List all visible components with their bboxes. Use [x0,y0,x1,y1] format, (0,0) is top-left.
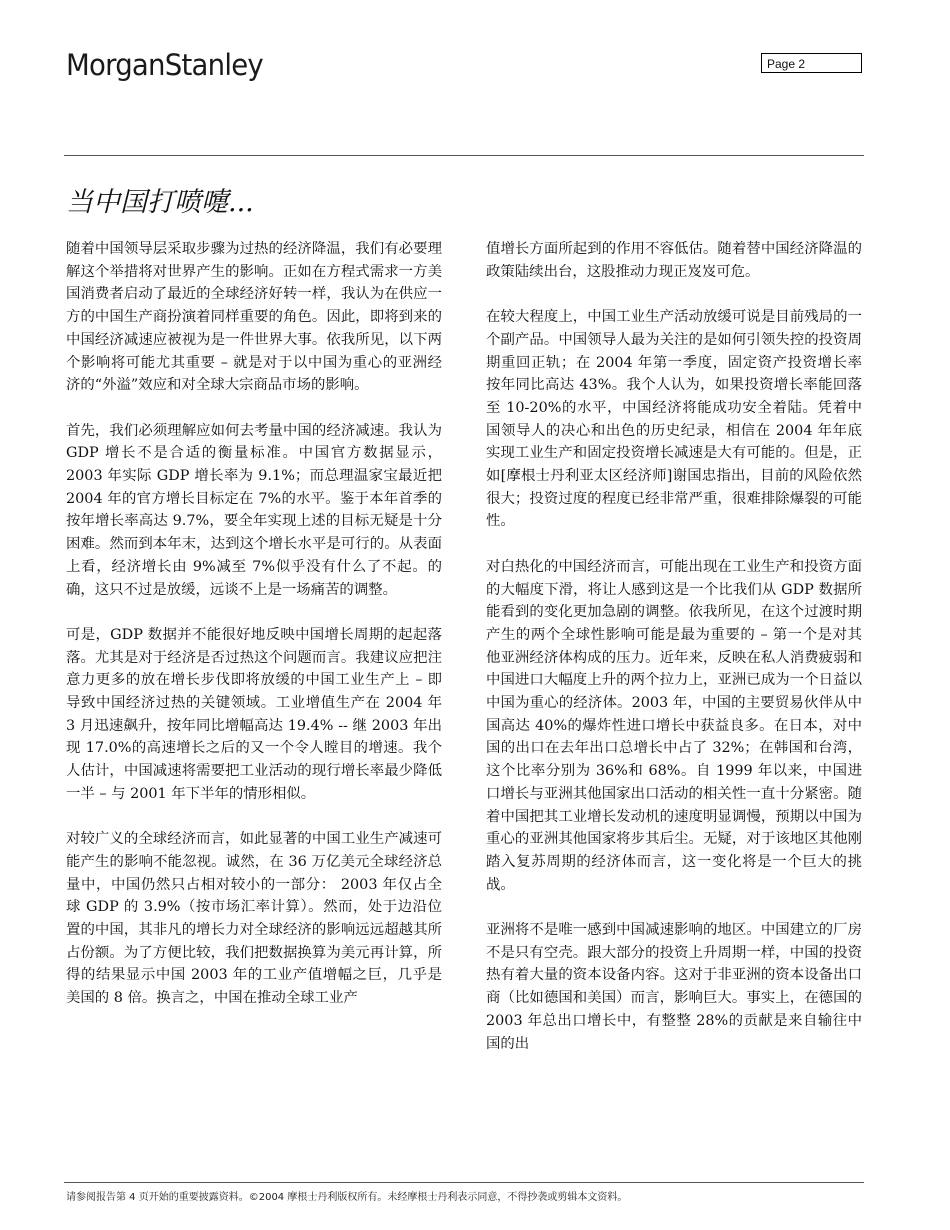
header-divider [64,155,864,156]
paragraph: 对白热化的中国经济而言，可能出现在工业生产和投资方面的大幅度下滑，将让人感到这是一个比我们从 GDP 数据所能看到的变化更加急剧的调整。依我所见，在这个过渡时期产生的两个全球性影响可能是最为重要的 – 第一个是对其他亚洲经济体构成的压力。近年来，反映在私人消费疲弱和中国进口大幅度上升的两个拉力上，亚洲已成为一个日益以中国为重心的经济体。2003 年，中国的主要贸易伙伴从中国高达 40%的爆炸性进口增长中获益良多。在日本，对中国的出口在去年出口总增长中占了 32%；在韩国和台湾，这个比率分别为 36%和 68%。自 1999 年以来，中国进口增长与亚洲其他国家出口活动的相关性一直十分紧密。随着中国把其工业增长发动机的速度明显调慢，预期以中国为重心的亚洲其他国家将步其后尘。无疑，对于该地区其他刚踏入复苏周期的经济体而言，这一变化将是一个巨大的挑战。 [486,558,862,893]
footer-divider [64,1182,864,1183]
left-column [66,238,442,1033]
paragraph: 值增长方面所起到的作用不容低估。随着替中国经济降温的政策陆续出台，这股推动力现正岌岌可危。 [486,241,862,280]
paragraph: 随着中国领导层采取步骤为过热的经济降温，我们有必要理解这个举措将对世界产生的影响。正如在方程式需求一方美国消费者启动了最近的全球经济好转一样，我认为在供应一方的中国生产商扮演着同样重要的角色。因此，即将到来的中国经济减速应被视为是一件世界大事。依我所见，以下两个影响将可能尤其重要 – 就是对于以中国为重心的亚洲经济的“外溢”效应和对全球大宗商品市场的影响。 [66,241,442,394]
morgan-stanley-logo: MorganStanley [66,48,263,82]
article-title: 当中国打喷嚏... [66,187,254,218]
paragraph: 在较大程度上，中国工业生产活动放缓可说是目前残局的一个副产品。中国领导人最为关注的是如何引领失控的投资周期重回正轨；在 2004 年第一季度，固定资产投资增长率按年同比高达 43%。我个人认为，如果投资增长率能回落至 10-20%的水平，中国经济将能成功安全着陆。凭着中国领导人的决心和出色的历史纪录，相信在 2004 年年底实现工业生产和固定投资增长减速是大有可能的。但是，正如[摩根士丹利亚太区经济师]谢国忠指出，目前的风险依然很大；投资过度的程度已经非常严重，很难排除爆裂的可能性。 [486,309,862,530]
paragraph: 亚洲将不是唯一感到中国减速影响的地区。中国建立的厂房不是只有空壳。跟大部分的投资上升周期一样，中国的投资热有着大量的资本设备内容。这对于非亚洲的资本设备出口商（比如德国和美国）而言，影响巨大。事实上，在德国的 2003 年总出口增长中，有整整 28%的贡献是来自输往中国的出 [486,922,862,1052]
right-column [486,238,862,1078]
disclosure-footer: 请参阅报告第 4 页开始的重要披露资料。©2004 摩根士丹利版权所有。未经摩根士丹利表示同意，不得抄袭或剪辑本文资料。 [66,1192,628,1203]
page-number-box: Page 2 [761,53,862,73]
paragraph: 对较广义的全球经济而言，如此显著的中国工业生产减速可能产生的影响不能忽视。诚然，在 36 万亿美元全球经济总量中，中国仍然只占相对较小的一部分： 2003 年仅占全球 GDP 的 3.9%（按市场汇率计算）。然而，处于边沿位置的中国，其非凡的增长力对全球经济的影响远远超越其所占份额。为了方便比较，我们把数据换算为美元再计算，所得的结果显示中国 2003 年的工业产值增幅之巨，几乎是美国的 8 倍。换言之，中国在推动全球工业产 [66,831,442,1007]
paragraph: 首先，我们必须理解应如何去考量中国的经济减速。我认为 GDP 增长不是合适的衡量标准。中国官方数据显示，2003 年实际 GDP 增长率为 9.1%；而总理温家宝最近把 2004 年的官方增长目标定在 7%的水平。鉴于本年首季的按年增长率高达 9.7%，要全年实现上述的目标无疑是十分困难。然而到本年末，达到这个增长水平是可行的。从表面上看，经济增长由 9%减至 7%似乎没有什么了不起。的确，这只不过是放缓，远谈不上是一场痛苦的调整。 [66,422,442,598]
paragraph: 可是，GDP 数据并不能很好地反映中国增长周期的起起落落。尤其是对于经济是否过热这个问题而言。我建议应把注意力更多的放在增长步伐即将放缓的中国工业生产上 – 即导致中国经济过热的关键领域。工业增值生产在 2004 年 3 月迅速飙升，按年同比增幅高达 19.4% -- 继 2003 年出现 17.0%的高速增长之后的又一个令人瞠目的增速。我个人估计，中国减速将需要把工业活动的现行增长率最少降低一半 – 与 2001 年下半年的情形相似。 [66,626,442,802]
